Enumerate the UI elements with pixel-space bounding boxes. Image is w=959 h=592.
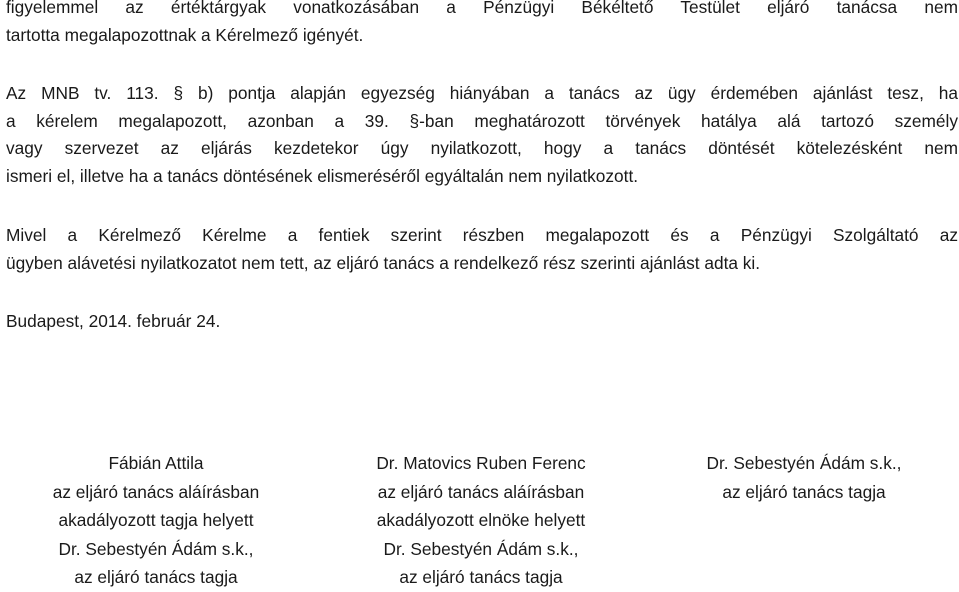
signatory-role: akadályozott elnöke helyett xyxy=(376,510,586,530)
signed-by-name: Dr. Sebestyén Ádám s.k., xyxy=(383,538,579,559)
text-line: a kérelem megalapozott, azonban a 39. §-ban meghatározott törvények hatálya alá tartozó személy xyxy=(6,110,958,131)
signature-block-chair xyxy=(340,449,622,592)
signatory-name: Dr. Sebestyén Ádám s.k., xyxy=(706,453,902,473)
signed-by-role: az eljáró tanács tagja xyxy=(399,567,563,587)
text-line: vagy szervezet az eljárás kezdetekor úgy nyilatkozott, hogy a tanács döntését kötelezésként nem xyxy=(6,138,958,158)
signatory-role: akadályozott tagja helyett xyxy=(58,510,254,530)
signatory-name: Dr. Matovics Ruben Ferenc xyxy=(376,453,586,473)
place-and-date: Budapest, 2014. február 24. xyxy=(6,311,221,331)
paragraph-legal-basis xyxy=(6,80,958,190)
signatory-role: az eljáró tanács aláírásban xyxy=(52,481,260,502)
signatory-role: az eljáró tanács tagja xyxy=(722,481,886,502)
text-line: ismeri el, illetve ha a tanács döntésének elismeréséről egyáltalán nem nyilatkozott. xyxy=(6,165,639,186)
signed-by-role: az eljáró tanács tagja xyxy=(74,567,238,587)
text-line: figyelemmel az értéktárgyak vonatkozásában a Pénzügyi Békéltető Testület eljáró tanácsa nem xyxy=(6,0,958,17)
signed-by-name: Dr. Sebestyén Ádám s.k., xyxy=(58,538,254,559)
signature-block-member xyxy=(18,449,294,592)
signature-block-signer xyxy=(665,449,943,506)
text-line: Az MNB tv. 113. § b) pontja alapján egyezség hiányában a tanács az ügy érdemében ajánlást tesz, ha xyxy=(6,83,958,103)
signatory-role: az eljáró tanács aláírásban xyxy=(377,481,585,502)
signatory-name: Fábián Attila xyxy=(108,453,204,473)
text-line: tartotta megalapozottnak a Kérelmező igényét. xyxy=(6,24,364,45)
paragraph-findings xyxy=(6,0,958,49)
text-line: Mivel a Kérelmező Kérelme a fentiek szerint részben megalapozott és a Pénzügyi Szolgáltató az xyxy=(6,225,958,245)
text-line: ügyben alávetési nyilatkozatot nem tett, az eljáró tanács a rendelkező rész szerinti ajánlást adta ki. xyxy=(6,252,761,273)
paragraph-conclusion xyxy=(6,222,958,277)
